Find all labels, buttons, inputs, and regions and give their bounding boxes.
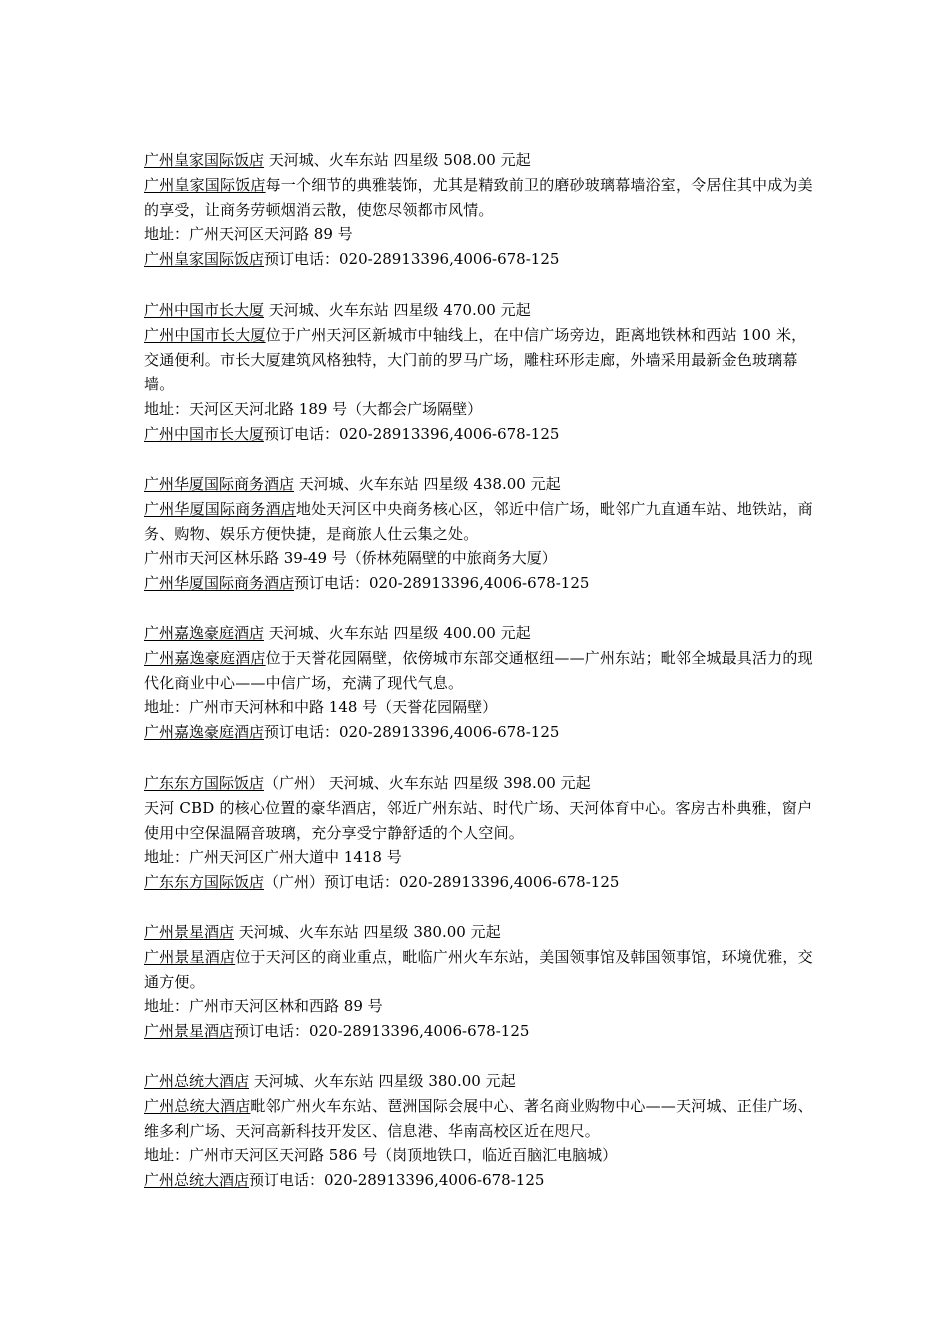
hotel-title-info: 天河城、火车东站 四星级 400.00 元起 (264, 624, 531, 642)
hotel-entry (144, 771, 814, 895)
hotel-phone-text: 预订电话：020-28913396,4006-678-125 (264, 424, 560, 443)
hotel-name-link[interactable]: 广州皇家国际饭店 (144, 151, 265, 169)
hotel-title-info: （广州） 天河城、火车东站 四星级 398.00 元起 (264, 774, 591, 792)
hotel-desc-text: 位于天河区的商业重点，毗临广州火车东站，美国领事馆及韩国领事馆，环境优雅，交通方便。 (144, 947, 813, 991)
hotel-phone-text: 预订电话：020-28913396,4006-678-125 (234, 1022, 530, 1041)
hotel-address: 地址：天河区天河北路 189 号（大都会广场隔壁） (144, 400, 483, 419)
hotel-entry (144, 1069, 814, 1193)
hotel-address: 地址：广州天河区天河路 89 号 (144, 225, 353, 244)
hotel-address: 广州市天河区林乐路 39-49 号（侨林苑隔壁的中旅商务大厦） (144, 549, 557, 568)
hotel-description (144, 796, 814, 846)
hotel-title-info: 天河城、火车东站 四星级 470.00 元起 (264, 301, 531, 319)
hotel-phone-link[interactable]: 广州中国市长大厦 (144, 424, 265, 443)
hotel-entry (144, 920, 814, 1044)
hotel-name-link[interactable]: 广州景星酒店 (144, 923, 235, 941)
hotel-phone-link[interactable]: 广州华厦国际商务酒店 (144, 574, 295, 593)
hotel-description (144, 497, 814, 547)
hotel-desc-link[interactable]: 广州景星酒店 (144, 947, 236, 966)
hotel-phone-text: 预订电话：020-28913396,4006-678-125 (249, 1171, 545, 1190)
hotel-title-info: 天河城、火车东站 四星级 380.00 元起 (249, 1072, 516, 1090)
hotel-desc-text: 天河 CBD 的核心位置的豪华酒店，邻近广州东站、时代广场、天河体育中心。客房古朴典雅，窗户使用中空保温隔音玻璃，充分享受宁静舒适的个人空间。 (144, 798, 813, 842)
hotel-description (144, 646, 814, 696)
hotel-phone-link[interactable]: 广州嘉逸豪庭酒店 (144, 723, 265, 742)
hotel-name-link[interactable]: 广州华厦国际商务酒店 (144, 475, 295, 493)
hotel-phone (144, 247, 814, 272)
hotel-entry (144, 621, 814, 745)
hotel-description (144, 1094, 814, 1144)
hotel-phone (144, 422, 814, 447)
hotel-address: 地址：广州天河区广州大道中 1418 号 (144, 848, 402, 867)
hotel-phone-text: （广州）预订电话：020-28913396,4006-678-125 (264, 873, 620, 892)
hotel-entry (144, 148, 814, 272)
hotel-title (144, 298, 814, 323)
hotel-title (144, 1069, 814, 1094)
hotel-title-info: 天河城、火车东站 四星级 508.00 元起 (264, 151, 531, 169)
hotel-desc-text: 地处天河区中央商务核心区，邻近中信广场，毗邻广九直通车站、地铁站，商务、购物、娱乐方便快捷，是商旅人仕云集之处。 (144, 499, 813, 543)
hotel-phone-text: 预订电话：020-28913396,4006-678-125 (264, 723, 560, 742)
hotel-title (144, 472, 814, 497)
hotel-desc-link[interactable]: 广州中国市长大厦 (144, 325, 266, 344)
hotel-phone-link[interactable]: 广东东方国际饭店 (144, 873, 265, 892)
hotel-phone-text: 预订电话：020-28913396,4006-678-125 (264, 250, 560, 269)
hotel-phone-link[interactable]: 广州总统大酒店 (144, 1171, 250, 1190)
hotel-address: 地址：广州市天河区林和西路 89 号 (144, 997, 383, 1016)
hotel-address: 地址：广州市天河区天河路 586 号（岗顶地铁口，临近百脑汇电脑城） (144, 1146, 618, 1165)
hotel-phone (144, 720, 814, 745)
hotel-phone (144, 1019, 814, 1044)
hotel-title-info: 天河城、火车东站 四星级 380.00 元起 (234, 923, 501, 941)
hotel-title (144, 920, 814, 945)
hotel-desc-text: 位于天誉花园隔壁，依傍城市东部交通枢纽——广州东站；毗邻全城最具活力的现代化商业中心——中信广场，充满了现代气息。 (144, 648, 813, 692)
hotel-title-info: 天河城、火车东站 四星级 438.00 元起 (294, 475, 561, 493)
hotel-entry (144, 472, 814, 596)
hotel-phone (144, 571, 814, 596)
hotel-title (144, 771, 814, 796)
hotel-title (144, 621, 814, 646)
hotel-phone (144, 1168, 814, 1193)
hotel-name-link[interactable]: 广州中国市长大厦 (144, 301, 265, 319)
hotel-description (144, 173, 814, 223)
hotel-phone-link[interactable]: 广州皇家国际饭店 (144, 250, 265, 269)
hotel-desc-text: 毗邻广州火车东站、琶洲国际会展中心、著名商业购物中心——天河城、正佳广场、维多利广场、天河高新科技开发区、信息港、华南高校区近在咫尺。 (144, 1096, 813, 1140)
hotel-desc-link[interactable]: 广州总统大酒店 (144, 1096, 251, 1115)
hotel-name-link[interactable]: 广州嘉逸豪庭酒店 (144, 624, 265, 642)
hotel-name-link[interactable]: 广东东方国际饭店 (144, 774, 265, 792)
hotel-description (144, 945, 814, 995)
hotel-description (144, 323, 814, 397)
hotel-entry (144, 298, 814, 447)
hotel-address: 地址：广州市天河林和中路 148 号（天誉花园隔壁） (144, 698, 498, 717)
hotel-phone (144, 870, 814, 895)
hotel-desc-link[interactable]: 广州华厦国际商务酒店 (144, 499, 297, 518)
hotel-desc-text: 每一个细节的典雅装饰，尤其是精致前卫的磨砂玻璃幕墙浴室，令居住其中成为美的享受，让商务劳顿烟消云散，使您尽领都市风情。 (144, 175, 813, 219)
hotel-title (144, 148, 814, 173)
hotel-phone-link[interactable]: 广州景星酒店 (144, 1022, 235, 1041)
hotel-phone-text: 预订电话：020-28913396,4006-678-125 (294, 574, 590, 593)
hotel-desc-link[interactable]: 广州嘉逸豪庭酒店 (144, 648, 266, 667)
hotel-name-link[interactable]: 广州总统大酒店 (144, 1072, 250, 1090)
hotel-desc-text: 位于广州天河区新城市中轴线上，在中信广场旁边，距离地铁林和西站 100 米，交通便利。市长大厦建筑风格独特，大门前的罗马广场，雕柱环形走廊，外墙采用最新金色玻璃幕墙。 (144, 325, 807, 394)
hotel-desc-link[interactable]: 广州皇家国际饭店 (144, 175, 266, 194)
